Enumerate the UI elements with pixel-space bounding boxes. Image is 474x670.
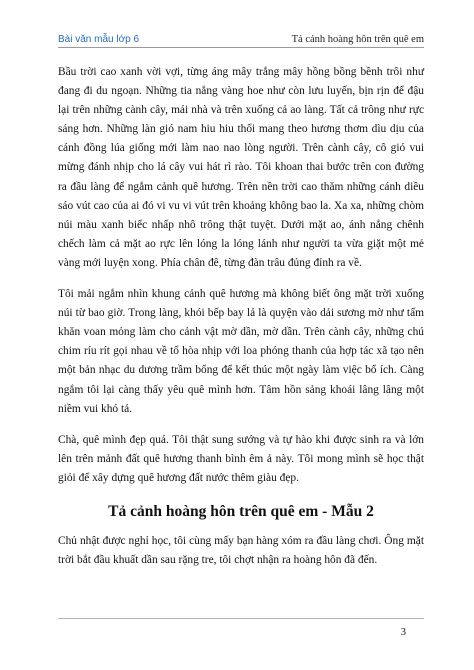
body-paragraph: Chà, quê mình đẹp quá. Tôi thật sung sướng và tự hào khi được sinh ra và lớn lên trên mảnh đất quê hương thanh bình êm ả này. Tôi mong mình sẽ học thật giỏi để xây dựng quê hương đất nước thêm giàu đẹp.: [58, 433, 424, 484]
page-header: [58, 27, 424, 45]
footer-divider: [58, 618, 424, 619]
page-content: [58, 63, 424, 582]
body-paragraph: Tôi mải ngắm nhìn khung cảnh quê hương mà không biết ông mặt trời xuống núi từ bao giờ. Trong làng, khói bếp bay lả là quyện vào dải sương mờ như tấm khăn voan mỏng làm cho cảnh vật mờ dần, mờ dần. Trên cành cây, những chú chim ríu rít gọi nhau về tổ hòa nhịp với loa phóng thanh của hợp tác xã tạo nên một bản nhạc du dương trầm bổng để kết thúc một ngày làm việc bổ ích. Càng ngắm tôi lại càng thấy yêu quê mình hơn. Tâm hồn sảng khoái lâng lâng một niềm vui khó tả.: [58, 288, 424, 415]
section-heading: Tả cảnh hoàng hôn trên quê em - Mẫu 2: [108, 502, 374, 520]
section-paragraph: Chủ nhật được nghỉ học, tôi cùng mấy bạn hàng xóm ra đầu làng chơi. Ông mặt trời bắt đầu khuất dần sau rặng tre, tôi chợt nhận ra hoàng hôn đã đến.: [58, 534, 424, 567]
header-divider: [58, 47, 424, 48]
page-number: 3: [400, 627, 406, 638]
header-document-title: Tả cảnh hoàng hôn trên quê em: [291, 34, 424, 45]
header-series-title: Bài văn mẫu lớp 6: [58, 34, 140, 45]
body-paragraph: Bầu trời cao xanh vời vợi, từng áng mây trắng mây hồng bồng bềnh trôi như đang đi du ngoạn. Những tia nắng vàng hoe như còn lưu luyến, bịn rịn để đậu lại trên những cành cây, mái nhà và trên xuống cả ao làng. Tất cả trông như rực sáng hơn. Những làn gió nam hiu hiu thổi mang theo hương thơm dìu dịu của cánh đồng lúa giống mới làm nao nao lòng người. Trên cành cây, cô gió vui mừng đánh nhịp cho lá cây vui hát rì rào. Tôi khoan thai bước trên con đường ra đầu làng để ngắm cảnh quê hương. Trên nền trời cao thăm những cánh diều sáo vút cao của ai đó vi vu vi vút trên khoảng không bao la. Xa xa, những chòm núi màu xanh biếc nhấp nhô trông thật tuyệt. Dưới mặt ao, ánh nắng chênh chếch làm cả mặt ao rực lên lóng la lóng lánh như người ta vừa giặt một mẻ vàng mới luyện xong. Phía chân đê, từng đàn trâu đủng đỉnh ra về.: [58, 66, 424, 269]
